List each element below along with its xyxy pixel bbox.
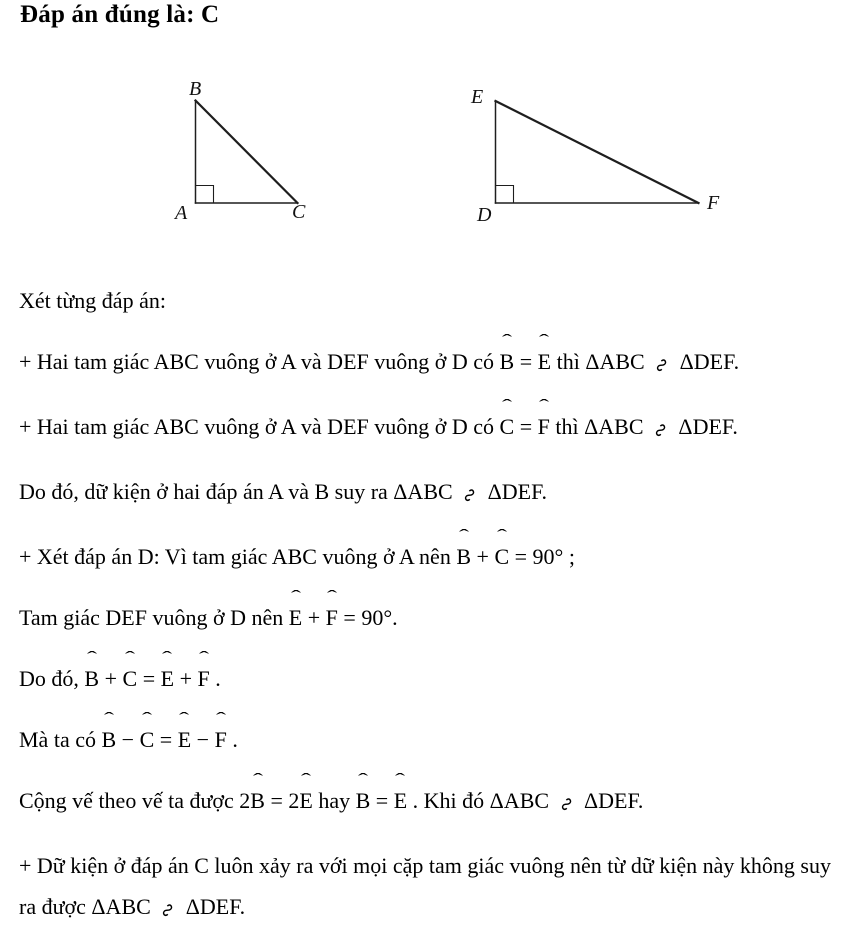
text-run: Mà ta có [19,727,102,752]
side-ef-hypotenuse [496,101,699,203]
text-run: . [226,727,238,752]
text-run: + Dữ kiện ở đáp án C luôn xảy ra với mọi cặp tam giác vuông nên từ dữ kiện này không suy ra được ΔABC [19,853,831,919]
hatted-letter: ˆ B [250,771,265,813]
text-run: thì ΔABC [551,349,651,374]
hatted-letter: ˆ F [325,588,338,630]
vertex-label-e: E [471,86,484,108]
hatted-letter: ˆ B [101,710,117,752]
math-expression: ˆ C = ˆ F [500,414,550,439]
angle-hat-icon: ˆ [326,588,337,606]
text-run: Tam giác DEF vuông ở D nên [19,605,289,630]
side-bc-hypotenuse [196,101,298,204]
math-expression: ˆ B = ˆ E [356,788,408,813]
similarity-symbol: ∾ [646,417,675,444]
math-expression: ˆ B + ˆ C = 90° [456,544,563,569]
angle-hat-icon: ˆ [496,527,507,545]
text-run: thì ΔABC [549,414,649,439]
paragraph [19,471,847,516]
vertex-label-f: F [707,192,720,214]
text-run: ΔDEF. [672,414,738,439]
angle-hat-icon: ˆ [357,771,368,789]
hatted-letter: ˆ F [197,649,210,691]
similarity-symbol: ∾ [154,897,182,924]
paragraph [19,710,847,760]
paragraph [19,527,847,577]
vertex-label-d: D [477,204,492,226]
text-run: . [392,605,398,630]
hatted-letter: ˆ E [299,771,313,813]
triangle-abc [173,78,306,224]
vertex-label-a: A [175,202,188,224]
text-run: hay [312,788,356,813]
angle-hat-icon: ˆ [252,771,263,789]
angle-hat-icon: ˆ [124,649,135,667]
paragraph [19,332,847,386]
text-run: ; [563,544,575,569]
paragraph [19,845,847,931]
math-expression: 2 ˆ B = 2 ˆ E [239,788,313,813]
angle-hat-icon: ˆ [179,710,190,728]
angle-hat-icon: ˆ [539,332,550,350]
paragraph [19,397,847,451]
similarity-symbol: ∾ [552,791,580,818]
text-run: ΔDEF. [578,788,644,813]
text-run: + Hai tam giác ABC vuông ở A và DEF vuông ở D có [19,349,500,374]
hatted-letter: ˆ F [214,710,227,752]
paragraph [19,280,847,321]
hatted-letter: ˆ F [537,397,550,439]
math-expression: ˆ B − ˆ C = ˆ E − ˆ F [101,727,226,752]
text-run: ΔDEF. [674,349,740,374]
hatted-letter: ˆ B [84,649,100,691]
paragraph [19,771,847,825]
text-run: . [209,666,221,691]
vertex-label-c: C [292,201,306,223]
angle-hat-icon: ˆ [215,710,226,728]
angle-hat-icon: ˆ [458,527,469,545]
angle-hat-icon: ˆ [395,771,406,789]
hatted-letter: ˆ E [393,771,408,813]
angle-hat-icon: ˆ [103,710,114,728]
hatted-letter: ˆ E [537,332,552,374]
angle-hat-icon: ˆ [162,649,173,667]
hatted-letter: ˆ C [139,710,155,752]
angle-hat-icon: ˆ [86,649,97,667]
text-run: + Xét đáp án D: Vì tam giác ABC vuông ở A nên [19,544,457,569]
hatted-letter: ˆ E [288,588,303,630]
page-title: Đáp án đúng là: C [20,1,220,28]
math-expression: ˆ B + ˆ C = ˆ E + ˆ F [84,666,209,691]
triangle-def [470,86,720,226]
paragraph [19,649,847,699]
text-run: Cộng vế theo vế ta được [19,788,240,813]
right-angle-mark-d [496,186,514,204]
hatted-letter: ˆ B [355,771,371,813]
hatted-letter: ˆ B [499,332,515,374]
text-run: + Hai tam giác ABC vuông ở A và DEF vuông ở D có [19,414,500,439]
angle-hat-icon: ˆ [141,710,152,728]
similarity-symbol: ∾ [648,352,676,379]
hatted-letter: ˆ C [122,649,138,691]
text-run: . Khi đó ΔABC [407,788,555,813]
triangles-figure [0,75,864,240]
angle-hat-icon: ˆ [501,397,512,415]
angle-hat-icon: ˆ [538,397,549,415]
angle-hat-icon: ˆ [290,588,301,606]
text-run: Do đó, [19,666,85,691]
text-run: ΔDEF. [180,894,246,919]
hatted-letter: ˆ C [494,527,510,569]
angle-hat-icon: ˆ [301,771,312,789]
right-angle-mark-a [196,186,214,204]
hatted-letter: ˆ B [456,527,472,569]
paragraph [19,588,847,638]
solution-paragraphs [19,280,847,951]
text-run: Do đó, dữ kiện ở hai đáp án A và B suy ra ΔABC [19,479,459,504]
math-expression: ˆ B = ˆ E [500,349,552,374]
text-run: Xét từng đáp án: [19,288,166,313]
vertex-label-b: B [189,78,202,100]
hatted-letter: ˆ E [177,710,192,752]
similarity-symbol: ∾ [456,482,484,509]
hatted-letter: ˆ C [499,397,515,439]
math-expression: ˆ E + ˆ F = 90° [289,605,392,630]
angle-hat-icon: ˆ [198,649,209,667]
text-run: ΔDEF. [482,479,548,504]
angle-hat-icon: ˆ [501,332,512,350]
hatted-letter: ˆ E [160,649,175,691]
